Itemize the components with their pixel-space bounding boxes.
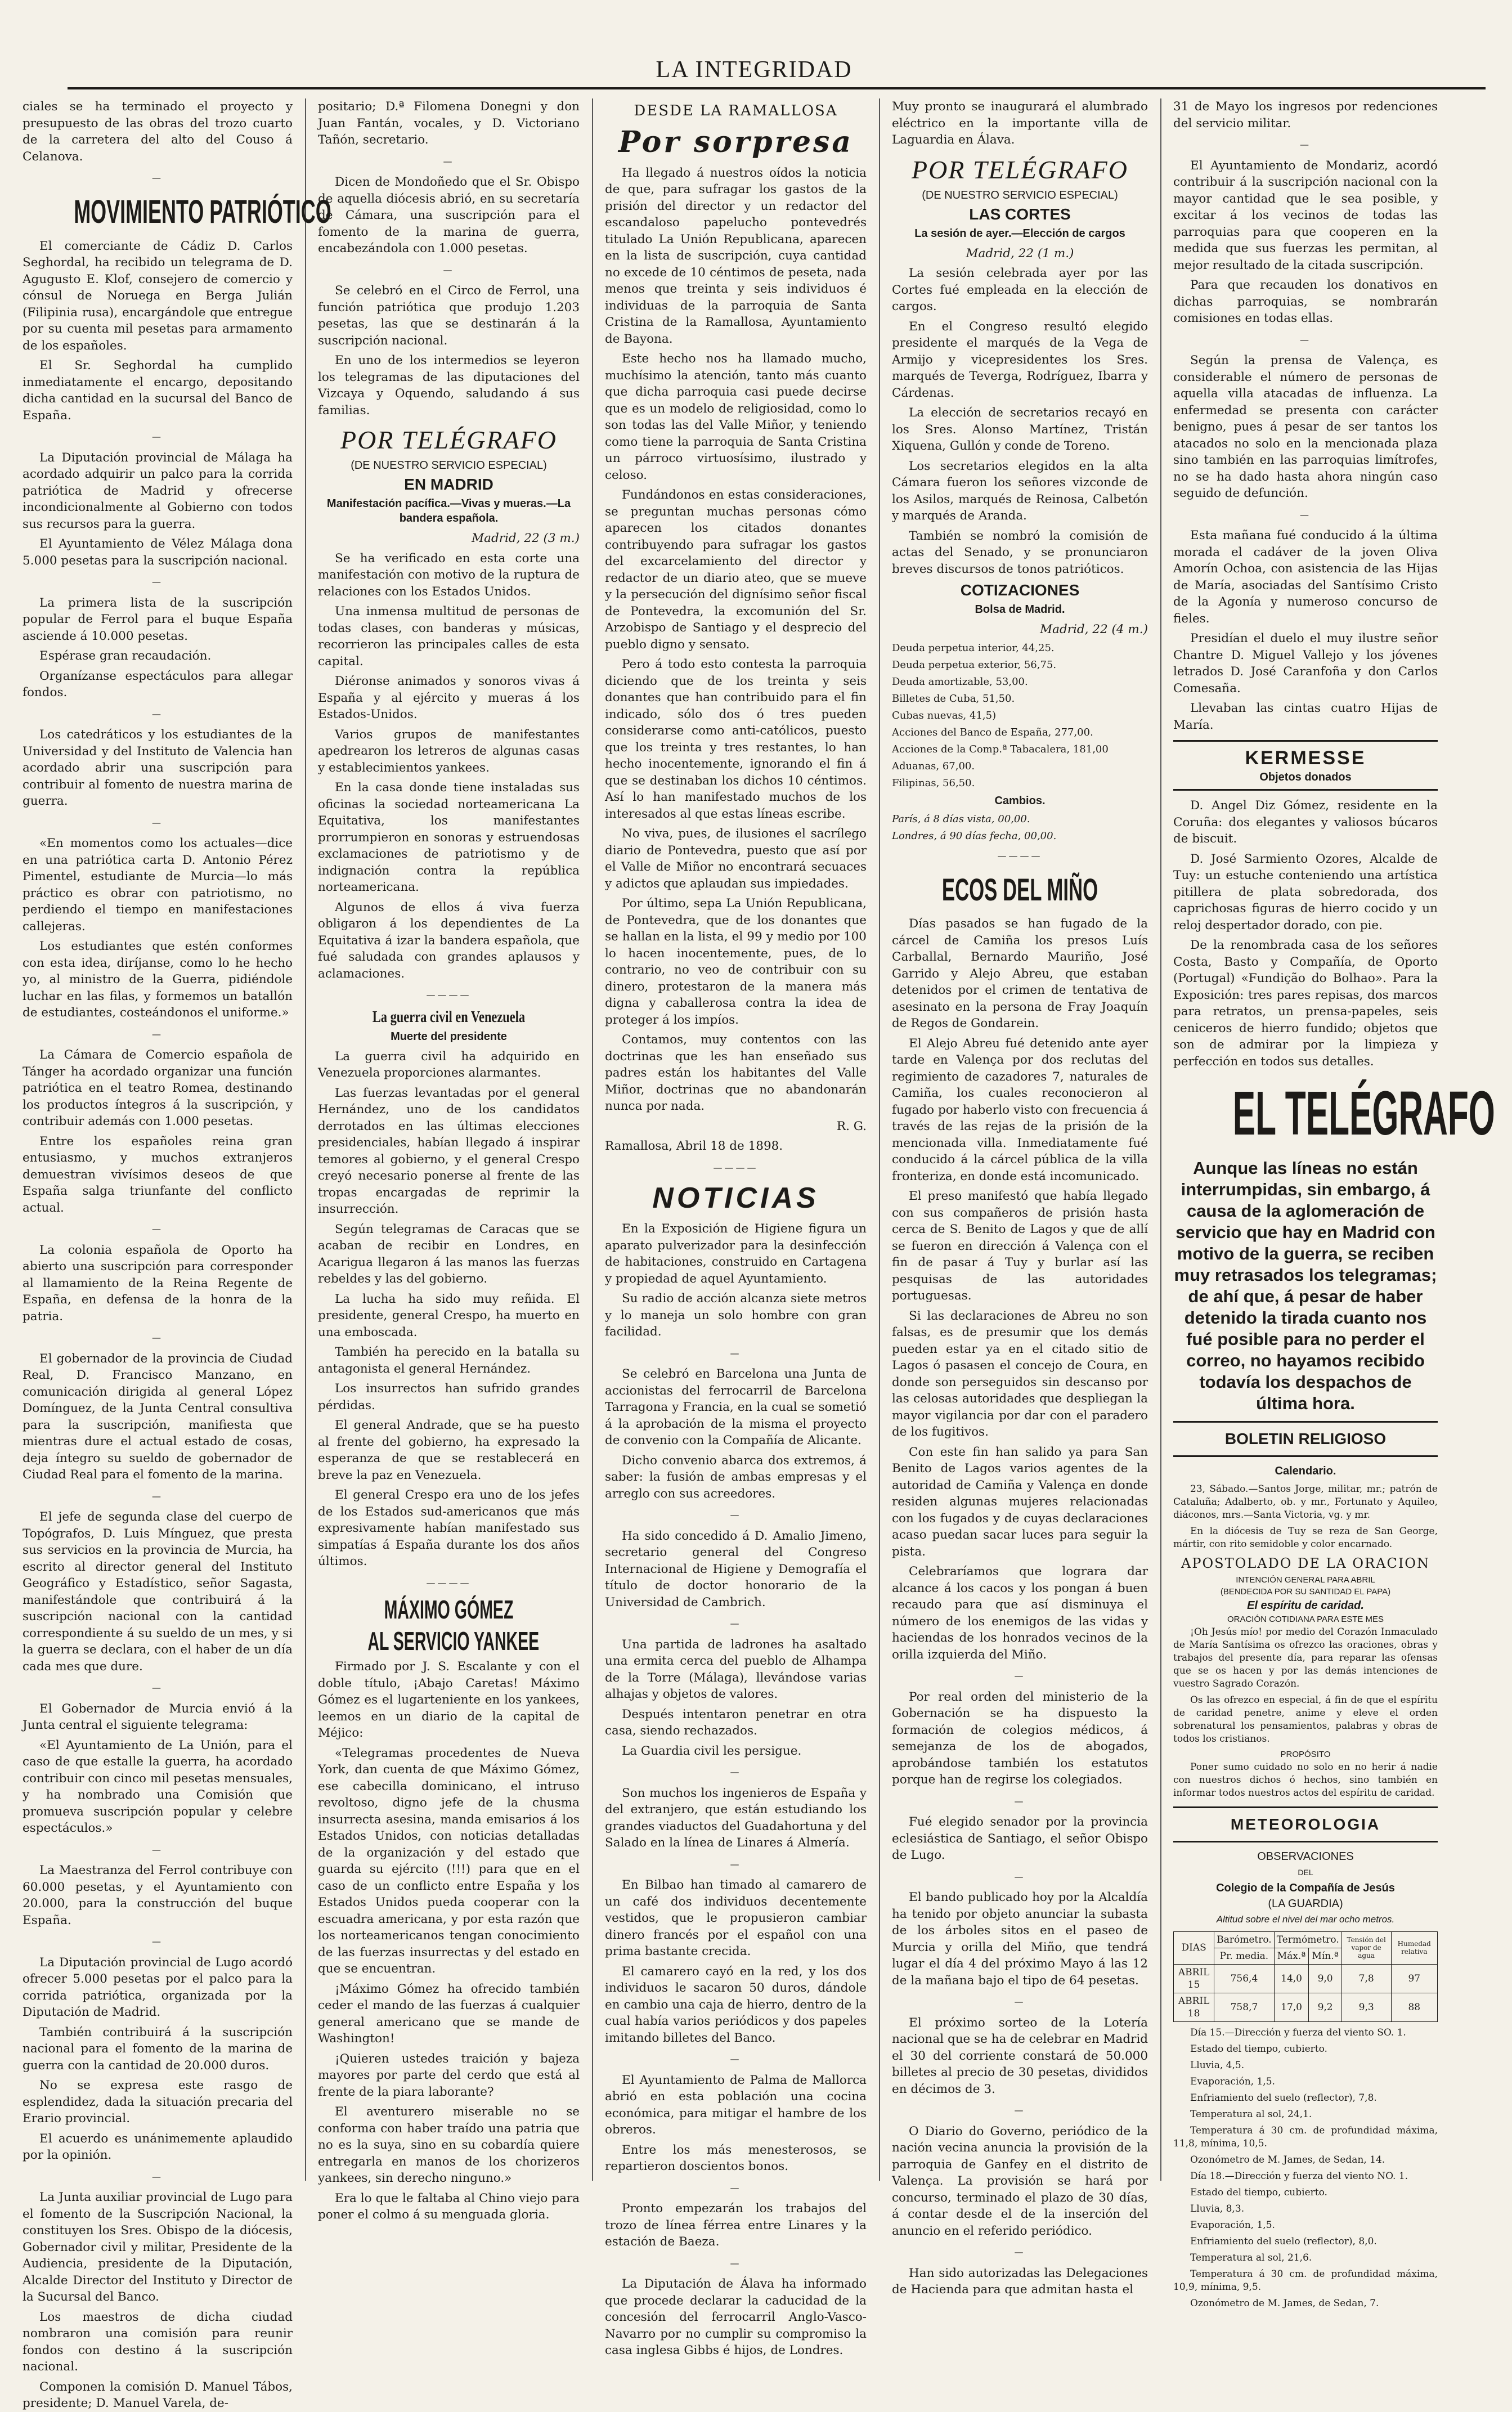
separator: —: [443, 155, 455, 167]
article-text: O Diario do Governo, periódico de la nación vecina anuncia la provisión de la parroquia de Ganfey en el distrito de Valença. La provisión se hará por concurso, terminado el plazo de 30 días, á contar desde el de la inserción del anuncio en el referido periódico.: [892, 2124, 1148, 2238]
article-text: En el Congreso resultó elegido presidente el marqués de la Vega de Armijo y vicepresidentes los Sres. marqués de Teverga, Rodríguez, Ibarra y Cárdenas.: [892, 319, 1148, 400]
espiritu-line: El espíritu de caridad.: [1247, 1599, 1364, 1612]
article-text: Era lo que le faltaba al Chino viejo para poner el colmo á su menguada gloria.: [318, 2191, 580, 2222]
cambios-heading: Cambios.: [994, 794, 1046, 807]
separator: —: [730, 2257, 742, 2268]
article-text: Presidían el duelo el muy ilustre señor Chantre D. Miguel Vallejo y los jóvenes letrados D. José Caranfoña y don Carlos Comesaña.: [1173, 631, 1438, 696]
article-text: En la casa donde tiene instaladas sus oficinas la sociedad norteamericana La Equitativa, los manifestantes prorrumpieron en sonoras y estruendosas exclamaciones de patriotismo y de indignación contra la república norteamericana.: [318, 781, 580, 894]
quote-line: Acciones de la Comp.ª Tabacalera, 181,00: [892, 743, 1109, 755]
separator: —: [730, 1618, 742, 1629]
article-text: D. José Sarmiento Ozores, Alcalde de Tuy: un estuche conteniendo una artística pitillera de plata sobredorada, dos caprichosas figuras de hierro cocido y un reloj despertador dorado, con pie.: [1173, 851, 1438, 932]
table-row: [1174, 1964, 1438, 1993]
article-text: El Ayuntamiento de Mondariz, acordó contribuir á la suscripción nacional con la mayor cantidad que le sea posible, y excitar á los vecinos de todas las parroquias para que cooperen en la medida que sus fuerzas les permitan, al mejor resultado de la citada suscripción.: [1173, 158, 1438, 272]
news-item: En la Exposición de Higiene figura un aparato pulverizador para la desinfección de habitaciones, construido en Cartagena y propiedad de aquel Ayuntamiento.: [605, 1222, 867, 1286]
news-item: El Ayuntamiento de Palma de Mallorca abrió en esta población una cocina económica, para mitigar el hambre de los obreros.: [605, 2073, 867, 2137]
news-item: La Guardia civil les persigue.: [622, 1743, 802, 1758]
quote-line: Deuda perpetua interior, 44,25.: [892, 642, 1055, 654]
article-text: ¡Quieren ustedes traición y bajeza mayores por parte del cerdo que está al frente de la piara laborante?: [318, 2051, 580, 2099]
masthead-rule: [68, 87, 1486, 89]
article-text: El Gobernador de Murcia envió á la Junta central el siguiente telegrama:: [23, 1701, 293, 1732]
separator: —: [1300, 334, 1311, 345]
table-cell: 88: [1391, 1993, 1437, 2021]
news-item: En Bilbao han timado al camarero de un café dos individuos decentemente vestidos, que le propusieron cambiar dinero francés por el español con una prima bastante crecida.: [605, 1878, 867, 1958]
article-text: ciales se ha terminado el proyecto y presupuesto de las obras del trozo cuarto de la carretera del alto del Couso á Celanova.: [23, 100, 293, 164]
meteo-line: Lluvia, 8,3.: [1190, 2203, 1245, 2214]
meteo-line: Temperatura al sol, 21,6.: [1190, 2252, 1312, 2263]
exchange-line: Londres, á 90 días fecha, 00,00.: [892, 830, 1057, 842]
table-header: DIAS: [1174, 1931, 1214, 1964]
quote-line: Deuda perpetua exterior, 56,75.: [892, 658, 1057, 671]
separator: —: [152, 2171, 163, 2182]
quote-line: Deuda amortizable, 53,00.: [892, 675, 1028, 688]
noticias-heading: NOTICIAS: [652, 1182, 819, 1214]
intencion-line: INTENCIÓN GENERAL PARA ABRIL: [1236, 1575, 1375, 1585]
telegraph-place: EN MADRID: [404, 476, 493, 493]
article-heading: Por sorpresa: [618, 124, 854, 159]
article-text: La guerra civil ha adquirido en Venezuela proporciones alarmantes.: [318, 1049, 580, 1080]
article-text: Días pasados se han fugado de la cárcel de Camiña los presos Luís Carballal, Bernardo Mauriño, José Garrido y Alejo Abreu, que estaban detenidos por el crimen de tentativa de asesinato en la persona de Fray Joaquín de Regos de Gondarein.: [892, 917, 1148, 1030]
meteo-line: Enfriamiento del suelo (reflector), 7,8.: [1190, 2092, 1377, 2104]
article-text: El comerciante de Cádiz D. Carlos Seghordal, ha recibido un telegrama de D. Agugusto E. Klof, consejero de comercio y cónsul de Noruega en Berga Julián (Filipinia rusa), encargándole que entregue por su cuenta mil pesetas para armamento de los españoles.: [23, 239, 293, 353]
separator: —: [730, 1767, 742, 1777]
quote-line: Billetes de Cuba, 51,50.: [892, 692, 1015, 705]
quote-line: Cubas nuevas, 41,5): [892, 709, 997, 721]
telegrafo-heading: EL TELÉGRAFO: [1232, 1079, 1495, 1148]
exchange-line: París, á 8 días vista, 00,00.: [892, 813, 1030, 825]
table-header: Termómetro.: [1274, 1931, 1341, 1948]
dateline: Madrid, 22 (1 m.): [966, 246, 1074, 261]
meteo-line: Día 15.—Dirección y fuerza del viento SO. 1.: [1190, 2027, 1406, 2038]
article-text: Los maestros de dicha ciudad nombraron una comisión para reunir fondos con destino á la suscripción nacional.: [23, 2310, 293, 2374]
article-text: Componen la comisión D. Manuel Tábos, presidente; D. Manuel Varela, de-: [23, 2379, 293, 2410]
article-text: Las fuerzas levantadas por el general Hernández, uno de los candidatos derrotados en las últimas elecciones presidenciales, habían llegado á inspirar temores al gobierno, y el general Crespo creyó necesario ponerse al frente de las tropas encargadas de reprimir la insurrección.: [318, 1086, 580, 1216]
separator: —: [730, 2182, 742, 2193]
separator: —: [1300, 509, 1311, 520]
separator: —: [152, 431, 163, 442]
separator: —: [1014, 2105, 1026, 2115]
meteo-line: Lluvia, 4,5.: [1190, 2059, 1245, 2071]
article-text: El Alejo Abreu fué detenido ante ayer tarde en Valença por dos reclutas del regimiento de cazadores 7, naturales de Camiña, los cuales reconocieron al fugado por haberlo visto con frecuencia á través de las rejas de la prisión de la mencionada villa. Inmediatamente fué conducido á la cárcel pública de la villa fronteriza, en donde está incomunicado.: [892, 1036, 1148, 1183]
article-text: Esta mañana fué conducido á la última morada el cadáver de la joven Oliva Amorín Ochoa, con asistencia de las Hijas de María, asociadas del Santísimo Cristo de la Agonía y numeroso concurso de fieles.: [1173, 528, 1438, 626]
masthead: [23, 23, 1486, 90]
article-text: Se celebró en el Circo de Ferrol, una función patriótica que produjo 1.203 pesetas, las que se destinarán á la suscripción nacional.: [318, 284, 580, 348]
article-text: Han sido autorizadas las Delegaciones de Hacienda para que admitan hasta el: [892, 2266, 1148, 2297]
article-text: Este hecho nos ha llamado mucho, muchísimo la atención, tanto más cuanto que dicha parroquia casi puede decirse que es un modelo de religiosidad, como lo son todas las del Valle Miñor, y teniendo como tiene la parroquia de Santa Cristina un párroco virtuosísimo, ilustrado y celoso.: [605, 352, 867, 482]
article-text: La Diputación provincial de Málaga ha acordado adquirir un palco para la corrida patriótica de Madrid y ofrecerse incondicionalmente al Gobierno con todos sus recursos para la guerra.: [23, 450, 293, 531]
calendario-heading: Calendario.: [1275, 1465, 1336, 1477]
column-2: [318, 98, 580, 2222]
bendecida-line: (BENDECIDA POR SU SANTIDAD EL PAPA): [1220, 1586, 1391, 1597]
dateline: Madrid, 22 (3 m.): [472, 531, 580, 545]
oracion-heading: ORACIÓN COTIDIANA PARA ESTE MES: [1227, 1614, 1384, 1624]
separator: —: [152, 1223, 163, 1234]
news-item: Ha sido concedido á D. Amalio Jimeno, secretario general del Congreso Internacional de Higiene y Demografía el título de doctor honorario de la Universidad de Cambrich.: [605, 1528, 867, 1610]
article-text: El general Andrade, que se ha puesto al frente del gobierno, ha expresado la esperanza de que se restablecerá en breve la paz en Venezuela.: [318, 1418, 580, 1482]
meteo-line: Temperatura al sol, 24,1.: [1190, 2108, 1312, 2120]
calendar-entry: En la diócesis de Tuy se reza de San George, mártir, con rito semidoble y color encarnado.: [1173, 1526, 1438, 1550]
article-text: El jefe de segunda clase del cuerpo de Topógrafos, D. Luis Mínguez, que presta sus servicios en la provincia de Murcia, ha escrito al director general del Instituto Geográfico y Estadístico, señor Sagasta, manifestándole que contribuirá á la suscripción nacional con la cantidad correspondiente á su sueldo de un mes, y si la guerra se declara, con el haber de un día cada mes que dure.: [23, 1510, 293, 1674]
table-cell: 758,7: [1214, 1993, 1274, 2021]
separator: —: [1014, 2247, 1026, 2257]
article-text: ¡Máximo Gómez ha ofrecido también ceder el mando de las fuerzas á cualquier general americano que se mande de Washington!: [318, 1981, 580, 2046]
separator: —: [152, 708, 163, 719]
article-text: Contamos, muy contentos con las doctrinas que les han enseñado sus padres están los habitantes del Valle Miñor, doctrinas que no abandonarán nunca por nada.: [605, 1033, 867, 1113]
article-text: La sesión celebrada ayer por las Cortes fué empleada en la elección de cargos.: [892, 266, 1148, 313]
table-cell: ABRIL 18: [1174, 1993, 1214, 2021]
table-cell: 9,0: [1309, 1964, 1341, 1993]
article-text: Para que recauden los donativos en dichas parroquias, se nombrarán comisiones en todas ellas.: [1173, 278, 1438, 325]
telegraph-subheading: (DE NUESTRO SERVICIO ESPECIAL): [351, 459, 547, 472]
ecos-heading: ECOS DEL MIÑO: [941, 872, 1098, 907]
telegraph-subheading: (DE NUESTRO SERVICIO ESPECIAL): [922, 189, 1118, 201]
table-cell: 9,3: [1341, 1993, 1391, 2021]
article-text: La primera lista de la suscripción popular de Ferrol para el buque España asciende á 10.000 pesetas.: [23, 595, 293, 643]
article-text: Se ha verificado en esta corte una manifestación con motivo de la ruptura de relaciones con los Estados Unidos.: [318, 551, 580, 599]
article-text: En uno de los intermedios se leyeron los telegramas de las diputaciones del Vizcaya y Oquendo, saludando á sus familias.: [318, 353, 580, 418]
column-divider: [305, 98, 306, 2181]
article-text: 31 de Mayo los ingresos por redenciones del servicio militar.: [1173, 100, 1438, 131]
article-text: La Cámara de Comercio española de Tánger ha acordado organizar una función patriótica en el teatro Romea, destinando los productos íntegros á la suscripción, y contribuir además con 1.000 pesetas.: [23, 1048, 293, 1128]
telegraph-headline: Manifestación pacífica.—Vivas y mueras.—La bandera española.: [326, 497, 571, 524]
article-text: Muy pronto se inaugurará el alumbrado eléctrico en la importante villa de Laguardia en Álava.: [892, 100, 1148, 147]
news-item: El camarero cayó en la red, y los dos individuos le sacaron 50 duros, dándole en cambio una caja de hierro, dentro de la cual había varios periódicos y dos papeles imitando billetes del Banco.: [605, 1964, 867, 2045]
news-item: Son muchos los ingenieros de España y del extranjero, que están estudiando los grandes viaductos del Guadahortuna y del Salado en la línea de Linares á Almería.: [605, 1786, 867, 1850]
calendar-entry: 23, Sábado.—Santos Jorge, militar, mr.; patrón de Cataluña; Adalberto, ob. y mr., Fortunato y Aquileo, diáconos, mrs.—Santa Victoria, vg. y mr.: [1173, 1483, 1438, 1521]
article-text: Los estudiantes que estén conformes con esta idea, diríjanse, como lo he hecho yo, al ministro de la Guerra, pidiéndole luchar en las filas, y formemos un batallón de estudiantes, costeándonos el uniforme.»: [23, 939, 293, 1020]
telegraph-heading: POR TELÉGRAFO: [911, 155, 1128, 184]
article-text: El Sr. Seghordal ha cumplido inmediatamente el encargo, depositando dicha cantidad en la sucursal del Banco de España.: [23, 358, 293, 423]
prayer-text: Os las ofrezco en especial, á fin de que el espíritu de caridad penetre, anime y eleve el orden sobrenatural los pensamientos, palabras y obras de todos los cristianos.: [1173, 1694, 1438, 1745]
column-divider: [1160, 98, 1161, 2181]
telegraph-heading: POR TELÉGRAFO: [340, 425, 557, 454]
meteo-line: Ozonómetro de M. James, de Sedan, 14.: [1190, 2154, 1385, 2166]
column-5: [1173, 98, 1495, 2309]
separator: ————: [426, 1577, 472, 1588]
separator: ————: [713, 1162, 759, 1173]
table-cell: 756,4: [1214, 1964, 1274, 1993]
article-text: También ha perecido en la batalla su antagonista el general Hernández.: [318, 1345, 580, 1376]
separator: —: [1014, 1795, 1026, 1806]
separator: —: [152, 1844, 163, 1855]
separator: —: [1014, 1996, 1026, 2007]
article-text: positario; D.ª Filomena Donegni y don Juan Fantán, vocales, y D. Victoriano Tañón, secretario.: [318, 100, 580, 147]
gomez-subheading: AL SERVICIO YANKEE: [367, 1626, 540, 1656]
news-item: Su radio de acción alcanza siete metros y lo maneja un solo hombre con gran facilidad.: [605, 1292, 867, 1339]
news-item: Pronto empezarán los trabajos del trozo de línea férrea entre Linares y la estación de Baeza.: [605, 2202, 867, 2249]
article-text: Celebraríamos que lograra dar alcance á los cacos y los pongan á buen recaudo para que así disminuya el número de los enemigos de las vidas y haciendas de los honrados vecinos de la orilla izquierda del Miño.: [892, 1564, 1148, 1662]
article-text: Diéronse animados y sonoros vivas á España y al ejército y mueras á los Estados-Unidos.: [318, 674, 580, 721]
section-place: DESDE LA RAMALLOSA: [634, 102, 838, 119]
separator: —: [152, 576, 163, 587]
article-text: El acuerdo es unánimemente aplaudido por la opinión.: [23, 2131, 293, 2162]
article-text: Algunos de ellos á viva fuerza obligaron á los dependientes de La Equitativa á izar la bandera española, que fué saludada con grandes aplausos y aclamaciones.: [318, 900, 580, 981]
meteo-table: [1173, 1931, 1438, 2022]
article-text: Fundándonos en estas consideraciones, se preguntan muchas personas cómo aparecen los citados donantes contribuyendo para sufragar los gastos del excarcelamiento del director y redactor de un diario ateo, que se mueve y la persecución del dignísimo señor fiscal de Pontevedra, la excomunión del Sr. Arzobispo de Santiago y el desprecio del pueblo digno y sensato.: [605, 488, 867, 652]
separator: —: [443, 264, 455, 275]
meteo-line: Día 18.—Dirección y fuerza del viento NO. 1.: [1190, 2170, 1408, 2182]
article-text: El bando publicado hoy por la Alcaldía ha tenido por objeto anunciar la subasta de los árboles sitos en el paseo de Murcia y orilla del Miño, que tendrá lugar el día 4 del próximo Mayo á las 12 de la mañana bajo el tipo de 64 pesetas.: [892, 1890, 1148, 1988]
article-text: Según telegramas de Caracas que se acaban de recibir en Londres, en Acarigua llegaron á las manos las fuerzas rebeldes y las del gobierno.: [318, 1222, 580, 1286]
venezuela-subheading: Muerte del presidente: [391, 1030, 507, 1043]
separator: —: [1014, 1670, 1026, 1681]
signature-place: Ramallosa, Abril 18 de 1898.: [605, 1139, 783, 1153]
article-text: Fué elegido senador por la provincia eclesiástica de Santiago, el señor Obispo de Lugo.: [892, 1815, 1148, 1862]
separator: —: [152, 817, 163, 828]
article-text: Los secretarios elegidos en la alta Cámara fueron los señores vizconde de los Asilos, marqués de Reinosa, Calbetón y marqués de Aranda.: [892, 459, 1148, 523]
article-text: La lucha ha sido muy reñida. El presidente, general Crespo, ha muerto en una emboscada.: [318, 1292, 580, 1339]
meteo-line: Estado del tiempo, cubierto.: [1190, 2186, 1327, 2198]
table-cell: 97: [1391, 1964, 1437, 1993]
separator: —: [730, 1509, 742, 1520]
kermesse-subheading: Objetos donados: [1259, 771, 1352, 783]
prayer-text: ¡Oh Jesús mío! por medio del Corazón Inmaculado de María Santísima os ofrezco las oraciones, obras y trabajos del presente día, para reparar las ofensas que se os hacen y por las demás intenciones de vuestro Sagrado Corazón.: [1173, 1626, 1438, 1689]
article-text: Ha llegado á nuestros oídos la noticia de que, para sufragar los gastos de la prisión del director y un redactor del escandaloso papelucho pontevedrés titulado La Unión Republicana, aparecen en la lista de suscripción, cuya cantidad no excede de 10 céntimos de peseta, nada menos que treinta y seis individuos é individuas de la parroquia de Santa Cristina de la Ramallosa, Ayuntamiento de Bayona.: [605, 165, 867, 346]
dateline: Madrid, 22 (4 m.): [1040, 622, 1148, 636]
article-text: «En momentos como los actuales—dice en una patriótica carta D. Antonio Pérez Pimentel, estudiante de Murcia—lo más práctico es obrar con patriotismo, no perdiendo el tiempo en manifestaciones callejeras.: [23, 836, 293, 934]
meteo-line: Enfriamiento del suelo (reflector), 8,0.: [1190, 2235, 1377, 2247]
article-text: No viva, pues, de ilusiones el sacrílego diario de Pontevedra, puesto que así por el Valle de Miñor no encontrará secuaces y adictos que aplaudan sus impiedades.: [605, 827, 867, 891]
cortes-subheading: La sesión de ayer.—Elección de cargos: [914, 227, 1125, 240]
article-text: Firmado por J. S. Escalante y con el doble título, ¡Abajo Caretas! Máximo Gómez es el lugarteniente en los yankees, leemos en un diario de la capital de Méjico:: [318, 1660, 580, 1740]
meteo-line: Temperatura á 30 cm. de profundidad máxima, 10,9, mínima, 9,5.: [1173, 2268, 1438, 2293]
kermesse-heading: KERMESSE: [1245, 747, 1366, 769]
article-text: El gobernador de la provincia de Ciudad Real, D. Francisco Manzano, en comunicación dirigida al general López Domínguez, de la Junta Central consultiva para la suscripción, manifiesta que mientras dure el actual estado de cosas, deja íntegro su sueldo de gobernador de Ciudad Real para el fomento de la marina.: [23, 1351, 293, 1482]
table-row: [1174, 1993, 1438, 2021]
proposito-heading: PROPÓSITO: [1280, 1749, 1331, 1759]
article-text: El Ayuntamiento de Vélez Málaga dona 5.000 pesetas para la suscripción nacional.: [23, 537, 293, 568]
article-text: Espérase gran recaudación.: [39, 649, 212, 663]
separator: ————: [997, 850, 1043, 861]
article-text: La Diputación provincial de Lugo acordó ofrecer 5.000 pesetas por el palco para la corrida patriótica, organizada por la Diputación de Madrid.: [23, 1955, 293, 2019]
article-text: También se nombró la comisión de actas del Senado, y se pronunciaron breves discursos de tonos patrióticos.: [892, 528, 1148, 576]
table-header: Pr. media.: [1214, 1948, 1274, 1964]
article-text: Según la prensa de Valença, es considerable el número de personas de aquella villa atacadas de influenza. La enfermedad se presenta con carácter benigno, pues á pesar de ser tantos los atacados no solo en la mencionada plaza sino también en las parroquias limítrofes, no se ha dado hasta ahora ningún caso seguido de defunción.: [1173, 353, 1438, 500]
section-heading: MOVIMIENTO PATRIÓTICO: [74, 193, 331, 230]
article-text: La elección de secretarios recayó en los Sres. Alonso Martínez, Tristán Xiquena, Gullón y conde de Toreno.: [892, 406, 1148, 453]
colegio-line: Colegio de la Compañía de Jesús: [1216, 1881, 1395, 1894]
news-item: Después intentaron penetrar en otra casa, siendo rechazados.: [605, 1707, 867, 1738]
gomez-heading: MÁXIMO GÓMEZ: [384, 1595, 514, 1624]
news-item: Se celebró en Barcelona una Junta de accionistas del ferrocarril de Barcelona Tarragona y Francia, en la cual se sometió á la aprobación de la misma el proyecto de convenio con la Compañía de Alicante.: [605, 1367, 867, 1447]
bolsa-subheading: Bolsa de Madrid.: [975, 603, 1065, 616]
venezuela-heading: La guerra civil en Venezuela: [372, 1008, 526, 1026]
news-item: Dicho convenio abarca dos extremos, á saber: la fusión de ambas empresas y el arreglo con sus acreedores.: [605, 1453, 867, 1501]
table-header: Tensión del vapor de agua: [1341, 1931, 1391, 1964]
separator: ————: [426, 989, 472, 1000]
separator: —: [730, 1347, 742, 1359]
article-text: De la renombrada casa de los señores Costa, Basto y Compañía, de Oporto (Portugal) «Fundição do Bolhao». Para la Exposición: tres pares repisas, dos marcos para retratos, un prensa-papeles, seis ceniceros de hierro fundido; objetos que son de admirar por la limpieza y perfección en todos sus detalles.: [1173, 938, 1438, 1069]
article-text: Los insurrectos han sufrido grandes pérdidas.: [318, 1382, 580, 1413]
article-text: Pero á todo esto contesta la parroquia diciendo que de los treinta y seis donantes que han contribuido para el fin indicado, sólo dos ó tres pueden considerarse como anti-católicos, puesto que los treinta y tres restantes, lo han hecho inocentemente, ignorando el fin á que se destinaban los dichos 10 céntimos. Así lo han manifestado muchos de los interesados al que estas líneas escribe.: [605, 657, 867, 821]
article-text: La colonia española de Oporto ha abierto una suscripción para corresponder al llamamiento de la Reina Regente de España, en defensa de la honra de la patria.: [23, 1243, 293, 1324]
news-item: Una partida de ladrones ha asaltado una ermita cerca del pueblo de Alhampa de la Torre (Málaga), llevándose varias alhajas y objetos de valores.: [605, 1637, 867, 1701]
cotizaciones-heading: COTIZACIONES: [960, 581, 1080, 599]
newspaper-title: LA INTEGRIDAD: [656, 57, 853, 83]
article-text: Dicen de Mondoñedo que el Sr. Obispo de aquella diócesis abrió, en su secretaría de Cámara, una suscripción para el fomento de la marina de guerra, encabezándola con 1.000 pesetas.: [318, 175, 580, 255]
article-text: El preso manifestó que había llegado con sus compañeros de prisión hasta cerca de S. Benito de Lagos y que de allí se fueron en dirección á Valença con el fin de pasar á Tuy y burlar así las pesquisas de las autoridades portuguesas.: [892, 1189, 1148, 1303]
cortes-heading: LAS CORTES: [969, 205, 1071, 223]
separator: —: [730, 2054, 742, 2064]
article-text: La Maestranza del Ferrol contribuye con 60.000 pesetas, y el Ayuntamiento con 20.000, para la construcción del buque España.: [23, 1863, 293, 1927]
boletin-heading: BOLETIN RELIGIOSO: [1224, 1430, 1387, 1447]
meteo-line: Evaporación, 1,5.: [1190, 2075, 1275, 2087]
article-text: Los catedráticos y los estudiantes de la Universidad y del Instituto de Valencia han acordado abrir una suscripción para contribuir al fomento de nuestra marina de guerra.: [23, 728, 293, 808]
obs-heading: OBSERVACIONES: [1257, 1850, 1354, 1863]
quote-line: Aduanas, 67,00.: [892, 760, 975, 772]
separator: —: [152, 172, 163, 183]
column-divider: [592, 98, 593, 2181]
article-text: También contribuirá á la suscripción nacional para el fomento de la marina de guerra con la cantidad de 20.000 duros.: [23, 2025, 293, 2073]
table-cell: 14,0: [1274, 1964, 1309, 1993]
meteo-heading: METEOROLOGIA: [1230, 1815, 1381, 1833]
article-text: Organízanse espectáculos para allegar fondos.: [23, 669, 293, 700]
table-header: Barómetro.: [1214, 1931, 1274, 1948]
quote-line: Acciones del Banco de España, 277,00.: [892, 726, 1093, 738]
meteo-line: Ozonómetro de M. James, de Sedan, 7.: [1190, 2297, 1379, 2309]
proposito-text: Poner sumo cuidado no solo en no herir á nadie con nuestros dichos ó hechos, sino también en informar todos nuestros actos del espíritu de caridad.: [1173, 1761, 1438, 1799]
separator: —: [730, 1858, 742, 1869]
table-header: Mín.ª: [1309, 1948, 1341, 1964]
column-4: [892, 98, 1148, 2297]
article-text: Varios grupos de manifestantes apedrearon los letreros de algunas casas y establecimientos yankees.: [318, 727, 580, 775]
obs-del: DEL: [1298, 1867, 1313, 1877]
article-text: El aventurero miserable no se conforma con haber traído una patria que no es la suya, sino en su cobardía quiere entregarla en manos de los chorizeros yankees, sin derecho ninguno.»: [318, 2105, 580, 2185]
news-item: Entre los más menesterosos, se repartieron doscientos bonos.: [605, 2142, 867, 2173]
separator: —: [152, 1332, 163, 1343]
separator: —: [152, 1936, 163, 1947]
table-header-row: [1174, 1931, 1438, 1948]
separator: —: [152, 1490, 163, 1501]
meteo-line: Temperatura á 30 cm. de profundidad máxima, 11,8, mínima, 10,5.: [1173, 2124, 1438, 2149]
article-text: Por real orden del ministerio de la Gobernación se ha dispuesto la formación de colegios médicos, á semejanza de los de abogados, aprobándose también los estatutos porque han de regirse los colegiados.: [892, 1689, 1148, 1787]
article-text: El general Crespo era uno de los jefes de los Estados sud-americanos que más expresivamente habían manifestado sus simpatías á España durante los dos años últimos.: [318, 1488, 580, 1568]
altitud-line: Altitud sobre el nivel del mar ocho metros.: [1216, 1913, 1395, 1925]
kermesse-box: [1173, 740, 1438, 791]
table-cell: 7,8: [1341, 1964, 1391, 1993]
article-text: Llevaban las cintas cuatro Hijas de María.: [1173, 701, 1438, 732]
signature-initials: R. G.: [836, 1119, 867, 1133]
separator: —: [152, 1682, 163, 1693]
column-1: [23, 98, 331, 2410]
separator: —: [1300, 139, 1311, 150]
article-text: «Telegramas procedentes de Nueva York, dan cuenta de que Máximo Gómez, ese cabecilla dominicano, el intruso revoltoso, digno jefe de la chusma insurrecta asesina, manda emisarios á los Estados Unidos, con noticias detalladas de la organización y del estado que guarda su ejército (!!!) para que en el caso de un conflicto entre España y los Estados Unidos pueda cooperar con la escuadra americana, y por esta razón que los norteamericanos tengan conocimiento de las fuerzas insurrectas y del estado en que se encuentran.: [318, 1746, 580, 1976]
article-text: La Junta auxiliar provincial de Lugo para el fomento de la Suscripción Nacional, la constituyen los Sres. Obispo de la diócesis, Gobernador civil y militar, Presidente de la Audiencia, presidente de la Diputación, Alcalde Director del Instituto y Director de la Sucursal del Banco.: [23, 2190, 293, 2304]
telegrafo-note: Aunque las líneas no están interrumpidas, sin embargo, á causa de la aglomeración de servicio que hay en Madrid con motivo de la guerra, se reciben muy retrasados los telegramas; de ahí que, á pesar de haber detenido la tirada cuanto nos fué posible para no perder el correo, no hayamos recibido todavía los despachos de última hora.: [1174, 1158, 1437, 1413]
boletin-box: [1173, 1421, 1438, 1457]
quote-line: Filipinas, 56,50.: [892, 777, 975, 789]
table-cell: ABRIL 15: [1174, 1964, 1214, 1993]
apostolado-heading: APOSTOLADO DE LA ORACION: [1181, 1555, 1430, 1571]
table-cell: 9,2: [1309, 1993, 1341, 2021]
column-divider: [879, 98, 880, 2181]
news-item: La Diputación de Álava ha informado que procede declarar la caducidad de la concesión del ferrocarril Anglo-Vasco-Navarro por no cumplir su compromiso la casa inglesa Gibbs é hijos, de Londres.: [605, 2277, 867, 2357]
meteo-box: [1173, 1806, 1438, 1842]
table-cell: 17,0: [1274, 1993, 1309, 2021]
separator: —: [152, 1028, 163, 1039]
meteo-line: Estado del tiempo, cubierto.: [1190, 2043, 1327, 2055]
separator: —: [1014, 1871, 1026, 1882]
article-text: No se expresa este rasgo de esplendidez, dada la situación precaria del Erario provincial.: [23, 2078, 293, 2126]
guardia-line: (LA GUARDIA): [1268, 1897, 1343, 1910]
article-text: Con este fin han salido ya para San Benito de Lagos varios agentes de la autoridad de Camiña y Valença en donde residen algunas mujeres relacionadas con los fugados y de cuyas declaraciones acaso puedan sacar luces para seguir la pista.: [892, 1445, 1148, 1559]
article-text: Si las declaraciones de Abreu no son falsas, es de presumir que los demás pueden estar ya en el citado sitio de Lagos ó pasasen el concejo de Coura, en donde son perseguidos sin descanso por las celosas autoridades que despliegan la mayor vigilancia por dar con el paradero de los fugitivos.: [892, 1308, 1148, 1439]
article-text: El próximo sorteo de la Lotería nacional que se ha de celebrar en Madrid el 30 del corriente constará de 50.000 billetes al precio de 30 pesetas, divididos en décimos de 3.: [892, 2015, 1148, 2096]
article-text: D. Angel Diz Gómez, residente en la Coruña: dos elegantes y valiosos búcaros de biscuit.: [1173, 799, 1438, 846]
article-text: Una inmensa multitud de personas de todas clases, con banderas y músicas, recorrieron las principales calles de esta capital.: [318, 604, 580, 669]
article-text: Por último, sepa La Unión Republicana, de Pontevedra, que de los donantes que se hallan en la lista, el 99 y medio por 100 lo hacen inocentemente, pues, de lo contrario, no veo de contribuir con su dinero, protestaron de la manera más digna y caballerosa contra la idea de proteger á los impíos.: [605, 896, 867, 1027]
table-header: Máx.ª: [1274, 1948, 1309, 1964]
meteo-line: Evaporación, 1,5.: [1190, 2219, 1275, 2231]
table-header: Humedad relativa: [1391, 1931, 1437, 1964]
article-text: «El Ayuntamiento de La Unión, para el caso de que estalle la guerra, ha acordado contribuir con cinco mil pesetas mensuales, y ha nombrado una Comisión que promueva suscripción popular y celebre espectáculos.»: [23, 1738, 293, 1835]
column-3: [605, 98, 867, 2357]
article-text: Entre los españoles reina gran entusiasmo, y muchos extranjeros demuestran vivísimos deseos de que España salga triunfante del conflicto actual.: [23, 1134, 293, 1215]
